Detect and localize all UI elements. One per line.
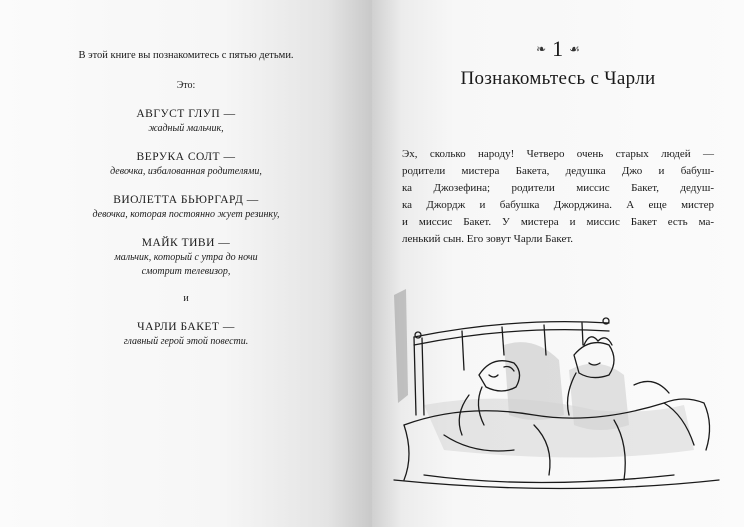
- child-name: МАЙК ТИВИ —: [141, 237, 231, 249]
- ornament-left-icon: ❧: [536, 41, 547, 56]
- paragraph-line: ка Джордж и бабушка Джорджина. А еще мистер: [402, 199, 714, 211]
- chapter-number: 1: [552, 36, 564, 61]
- paragraph-line: ка Джозефина; родители миссис Бакет, дедуш-: [402, 182, 714, 194]
- intro-line: В этой книге вы познакомитесь с пятью детьми.: [78, 50, 294, 61]
- paragraph-line: и миссис Бакет. У мистера и миссис Бакет есть ма-: [402, 216, 714, 228]
- grandparents-in-bed-illustration: [384, 275, 729, 505]
- chapter-heading: [372, 38, 744, 90]
- paragraph-line: Эх, сколько народу! Четверо очень старых людей —: [402, 148, 714, 160]
- child-description: девочка, которая постоянно жует резинку,: [92, 209, 280, 220]
- right-page: [372, 0, 744, 527]
- child-description: девочка, избалованная родителями,: [110, 166, 262, 177]
- paragraph-line: родители мистера Бакета, дедушка Джо и бабуш-: [402, 165, 714, 177]
- child-description: главный герой этой повести.: [123, 336, 249, 347]
- ornament-right-icon: ☙: [569, 41, 580, 56]
- chapter-paragraph: [402, 146, 714, 248]
- child-description: мальчик, который с утра до ночи: [114, 252, 258, 263]
- child-name: ЧАРЛИ БАКЕТ —: [137, 321, 235, 333]
- child-entry: [0, 150, 372, 179]
- children-list: [0, 80, 372, 363]
- child-entry: [0, 107, 372, 136]
- child-entry: [0, 236, 372, 279]
- child-name: АВГУСТ ГЛУП —: [136, 108, 236, 120]
- child-entry: [0, 320, 372, 349]
- child-name: ВИОЛЕТТА БЬЮРГАРД —: [113, 194, 259, 206]
- child-description: жадный мальчик,: [148, 123, 224, 134]
- child-entry: [0, 193, 372, 222]
- child-name: ВЕРУКА СОЛТ —: [136, 151, 236, 163]
- paragraph-line: ленький сын. Его зовут Чарли Бакет.: [402, 233, 574, 245]
- and-word: и: [183, 293, 189, 304]
- child-description: смотрит телевизор,: [141, 266, 231, 277]
- chapter-title: Познакомьтесь с Чарли: [460, 68, 656, 89]
- chapter-number-row: [372, 38, 744, 60]
- eto-label: Это:: [176, 80, 196, 91]
